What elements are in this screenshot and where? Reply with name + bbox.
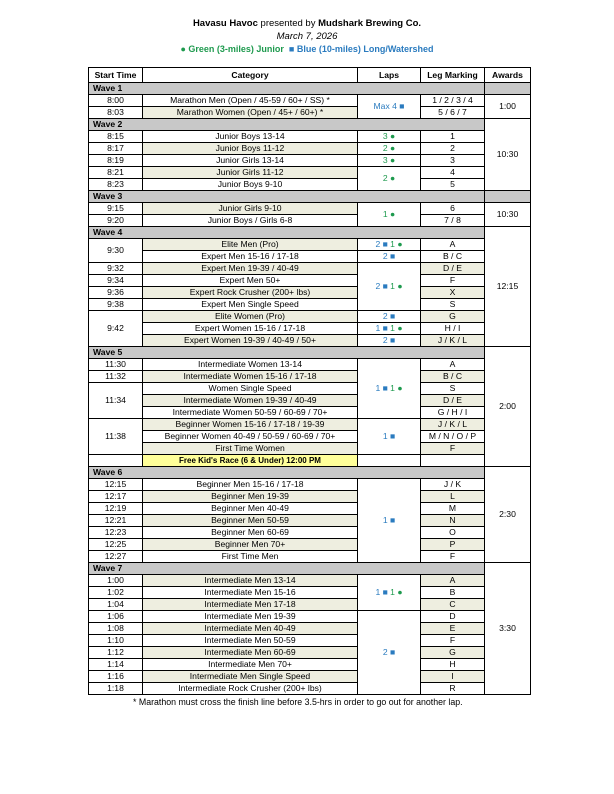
table-row: [89, 551, 531, 563]
table-row: [89, 155, 531, 167]
category: Beginner Men 60-69: [143, 527, 358, 539]
category: Intermediate Women 15-16 / 17-18: [143, 371, 358, 383]
start-time: 9:20: [89, 215, 143, 227]
start-time: 11:38: [89, 419, 143, 455]
leg-marking: D / E: [421, 263, 485, 275]
award-time: 2:30: [485, 467, 531, 563]
start-time: 8:15: [89, 131, 143, 143]
table-row: [89, 539, 531, 551]
wave-row: [89, 347, 531, 359]
table-row: [89, 179, 531, 191]
category: Marathon Women (Open / 45+ / 60+) *: [143, 107, 358, 119]
category: Junior Boys 11-12: [143, 143, 358, 155]
header-row: [89, 68, 531, 83]
laps: 2 ■ 1 ●: [358, 263, 421, 311]
leg-marking: M / N / O / P: [421, 431, 485, 443]
table-row: [89, 167, 531, 179]
leg-marking: J / K: [421, 479, 485, 491]
leg-empty: [421, 455, 485, 467]
award-time: 3:30: [485, 563, 531, 695]
laps: 2 ●: [358, 167, 421, 191]
leg-marking: G: [421, 311, 485, 323]
laps: 1 ■ 1 ●: [358, 359, 421, 419]
leg-marking: 4: [421, 167, 485, 179]
table-row: [89, 647, 531, 659]
award-time: 10:30: [485, 119, 531, 191]
table-row: [89, 683, 531, 695]
laps: 1 ■: [358, 479, 421, 563]
start-time: 11:34: [89, 383, 143, 419]
category: Beginner Men 40-49: [143, 503, 358, 515]
schedule-table: [88, 67, 531, 695]
laps: 2 ■: [358, 335, 421, 347]
table-row: [89, 359, 531, 371]
table-row: [89, 575, 531, 587]
wave-label: Wave 6: [89, 467, 485, 479]
start-time: 8:19: [89, 155, 143, 167]
start-time: 1:12: [89, 647, 143, 659]
wave-award-spacer: [485, 83, 531, 95]
category: Intermediate Men 60-69: [143, 647, 358, 659]
table-row: [89, 203, 531, 215]
leg-marking: I: [421, 671, 485, 683]
leg-marking: D / E: [421, 395, 485, 407]
start-time: 9:42: [89, 311, 143, 347]
laps-blue: 2 ■ 1 ●: [375, 239, 403, 249]
event-title: [0, 17, 614, 30]
start-time: 1:14: [89, 659, 143, 671]
leg-marking: 6: [421, 203, 485, 215]
category: Junior Girls 11-12: [143, 167, 358, 179]
table-row: [89, 335, 531, 347]
table-row: [89, 143, 531, 155]
start-time: 12:17: [89, 491, 143, 503]
leg-marking: C: [421, 599, 485, 611]
table-row: [89, 503, 531, 515]
category: Intermediate Men Single Speed: [143, 671, 358, 683]
wave-row: [89, 227, 531, 239]
leg-marking: 5 / 6 / 7: [421, 107, 485, 119]
start-time: 11:30: [89, 359, 143, 371]
wave-award-spacer: [485, 191, 531, 203]
table-row: [89, 671, 531, 683]
category: Beginner Men 50-59: [143, 515, 358, 527]
table-row: [89, 515, 531, 527]
start-time: 1:04: [89, 599, 143, 611]
category: Beginner Women 15-16 / 17-18 / 19-39: [143, 419, 358, 431]
table-row: [89, 395, 531, 407]
category: Beginner Men 15-16 / 17-18: [143, 479, 358, 491]
start-time: 1:08: [89, 623, 143, 635]
table-row: [89, 107, 531, 119]
table-row: [89, 95, 531, 107]
start-time: 1:02: [89, 587, 143, 599]
leg-marking: F: [421, 275, 485, 287]
category: Intermediate Women 13-14: [143, 359, 358, 371]
table-row: [89, 659, 531, 671]
start-time: 8:00: [89, 95, 143, 107]
start-time: 12:25: [89, 539, 143, 551]
leg-marking: 5: [421, 179, 485, 191]
start-time: 8:17: [89, 143, 143, 155]
table-row: [89, 419, 531, 431]
table-row: [89, 491, 531, 503]
laps: 2 ■: [358, 251, 421, 263]
leg-marking: B: [421, 587, 485, 599]
table-row: [89, 287, 531, 299]
col-leg-marking: Leg Marking: [421, 68, 485, 83]
wave-row: [89, 467, 531, 479]
wave-label: Wave 2: [89, 119, 485, 131]
award-time: 1:00: [485, 95, 531, 119]
start-time: 9:36: [89, 287, 143, 299]
leg-marking: O: [421, 527, 485, 539]
wave-label: Wave 3: [89, 191, 485, 203]
wave-row: [89, 83, 531, 95]
award-time: 10:30: [485, 203, 531, 227]
category: First Time Women: [143, 443, 358, 455]
table-row: [89, 587, 531, 599]
wave-row: [89, 563, 531, 575]
leg-marking: S: [421, 299, 485, 311]
category: Intermediate Women 19-39 / 40-49: [143, 395, 358, 407]
leg-marking: M: [421, 503, 485, 515]
leg-marking: A: [421, 575, 485, 587]
table-row: [89, 431, 531, 443]
category: Expert Women 19-39 / 40-49 / 50+: [143, 335, 358, 347]
category: Beginner Women 40-49 / 50-59 / 60-69 / 70+: [143, 431, 358, 443]
start-time: 8:21: [89, 167, 143, 179]
category: Expert Men 15-16 / 17-18: [143, 251, 358, 263]
category: Junior Girls 13-14: [143, 155, 358, 167]
category: Intermediate Men 13-14: [143, 575, 358, 587]
leg-marking: P: [421, 539, 485, 551]
start-time: 8:03: [89, 107, 143, 119]
start-time: 12:15: [89, 479, 143, 491]
leg-marking: S: [421, 383, 485, 395]
start-time: 8:23: [89, 179, 143, 191]
leg-marking: F: [421, 443, 485, 455]
start-time-empty: [89, 455, 143, 467]
col-laps: Laps: [358, 68, 421, 83]
table-row: [89, 239, 531, 251]
laps: 2 ■: [358, 311, 421, 323]
leg-marking: B / C: [421, 371, 485, 383]
title-presented: presented by: [257, 18, 319, 29]
category: Junior Boys 9-10: [143, 179, 358, 191]
table-row: [89, 371, 531, 383]
leg-marking: J / K / L: [421, 419, 485, 431]
table-row: [89, 323, 531, 335]
wave-row: [89, 119, 531, 131]
laps: 1 ●: [358, 203, 421, 227]
leg-marking: A: [421, 359, 485, 371]
table-row: [89, 611, 531, 623]
leg-marking: N: [421, 515, 485, 527]
title-event: Havasu Havoc: [192, 18, 258, 29]
start-time: 1:00: [89, 575, 143, 587]
category: Intermediate Men 40-49: [143, 623, 358, 635]
laps: Max 4 ■: [358, 95, 421, 119]
category: Intermediate Men 70+: [143, 659, 358, 671]
course-legend: [0, 43, 614, 56]
category: Expert Rock Crusher (200+ lbs): [143, 287, 358, 299]
wave-label: Wave 5: [89, 347, 485, 359]
category: Elite Women (Pro): [143, 311, 358, 323]
laps: 3 ●: [358, 155, 421, 167]
category: Women Single Speed: [143, 383, 358, 395]
leg-marking: H: [421, 659, 485, 671]
start-time: 1:16: [89, 671, 143, 683]
col-category: Category: [143, 68, 358, 83]
award-time: 2:00: [485, 347, 531, 467]
table-row: [89, 623, 531, 635]
category: Expert Men Single Speed: [143, 299, 358, 311]
start-time: 11:32: [89, 371, 143, 383]
laps: 2 ■: [358, 611, 421, 695]
table-row: [89, 263, 531, 275]
leg-marking: L: [421, 491, 485, 503]
leg-marking: B / C: [421, 251, 485, 263]
leg-marking: D: [421, 611, 485, 623]
start-time: 12:19: [89, 503, 143, 515]
leg-marking: F: [421, 635, 485, 647]
table-row: [89, 215, 531, 227]
category: Beginner Men 70+: [143, 539, 358, 551]
start-time: 9:15: [89, 203, 143, 215]
leg-marking: X: [421, 287, 485, 299]
leg-marking: F: [421, 551, 485, 563]
col-start-time: Start Time: [89, 68, 143, 83]
wave-label: Wave 7: [89, 563, 485, 575]
table-row: [89, 311, 531, 323]
laps: 1 ■ 1 ●: [358, 575, 421, 611]
laps: 3 ●: [358, 131, 421, 143]
leg-marking: 7 / 8: [421, 215, 485, 227]
table-row: [89, 479, 531, 491]
event-date: March 7, 2026: [276, 31, 338, 42]
category: Beginner Men 19-39: [143, 491, 358, 503]
col-awards: Awards: [485, 68, 531, 83]
table-row: [89, 599, 531, 611]
footnote: * Marathon must cross the finish line before 3.5-hrs in order to go out for another lap.: [133, 697, 463, 707]
start-time: 1:06: [89, 611, 143, 623]
leg-marking: J / K / L: [421, 335, 485, 347]
laps: 1 ■ 1 ●: [358, 323, 421, 335]
start-time: 9:34: [89, 275, 143, 287]
leg-marking: H / I: [421, 323, 485, 335]
start-time: 9:30: [89, 239, 143, 263]
category: Intermediate Women 50-59 / 60-69 / 70+: [143, 407, 358, 419]
start-time: 12:27: [89, 551, 143, 563]
leg-marking: 1 / 2 / 3 / 4: [421, 95, 485, 107]
leg-marking: 1: [421, 131, 485, 143]
leg-marking: 3: [421, 155, 485, 167]
laps: 1 ■: [358, 419, 421, 455]
laps: [358, 239, 421, 251]
category: Expert Men 50+: [143, 275, 358, 287]
start-time: 9:38: [89, 299, 143, 311]
leg-marking: R: [421, 683, 485, 695]
table-row: [89, 455, 531, 467]
table-row: [89, 383, 531, 395]
category: Intermediate Men 50-59: [143, 635, 358, 647]
leg-marking: E: [421, 623, 485, 635]
laps: 2 ●: [358, 143, 421, 155]
table-row: [89, 443, 531, 455]
table-row: [89, 407, 531, 419]
table-row: [89, 527, 531, 539]
category: Intermediate Rock Crusher (200+ lbs): [143, 683, 358, 695]
category: Marathon Men (Open / 45-59 / 60+ / SS) *: [143, 95, 358, 107]
category: Intermediate Men 15-16: [143, 587, 358, 599]
kids-race-banner: Free Kid's Race (6 & Under) 12:00 PM: [143, 455, 358, 467]
start-time: 1:10: [89, 635, 143, 647]
start-time: 12:23: [89, 527, 143, 539]
category: Expert Women 15-16 / 17-18: [143, 323, 358, 335]
category: Elite Men (Pro): [143, 239, 358, 251]
legend-blue: ■ Blue (10-miles) Long/Watershed: [288, 44, 434, 54]
leg-marking: 2: [421, 143, 485, 155]
category: Junior Boys / Girls 6-8: [143, 215, 358, 227]
wave-label: Wave 4: [89, 227, 485, 239]
legend-green: ● Green (3-miles) Junior: [180, 44, 284, 54]
title-sponsor: Mudshark Brewing Co.: [318, 18, 422, 29]
table-row: [89, 275, 531, 287]
table-row: [89, 299, 531, 311]
category: Intermediate Men 19-39: [143, 611, 358, 623]
leg-marking: G / H / I: [421, 407, 485, 419]
wave-row: [89, 191, 531, 203]
start-time: 1:18: [89, 683, 143, 695]
category: Intermediate Men 17-18: [143, 599, 358, 611]
category: First Time Men: [143, 551, 358, 563]
table-row: [89, 251, 531, 263]
category: Junior Girls 9-10: [143, 203, 358, 215]
wave-label: Wave 1: [89, 83, 485, 95]
category: Junior Boys 13-14: [143, 131, 358, 143]
award-time: 12:15: [485, 227, 531, 347]
table-row: [89, 131, 531, 143]
start-time: 12:21: [89, 515, 143, 527]
leg-marking: G: [421, 647, 485, 659]
category: Expert Men 19-39 / 40-49: [143, 263, 358, 275]
table-row: [89, 635, 531, 647]
leg-marking: A: [421, 239, 485, 251]
document-header: [0, 0, 614, 56]
start-time: 9:32: [89, 263, 143, 275]
laps-empty: [358, 455, 421, 467]
